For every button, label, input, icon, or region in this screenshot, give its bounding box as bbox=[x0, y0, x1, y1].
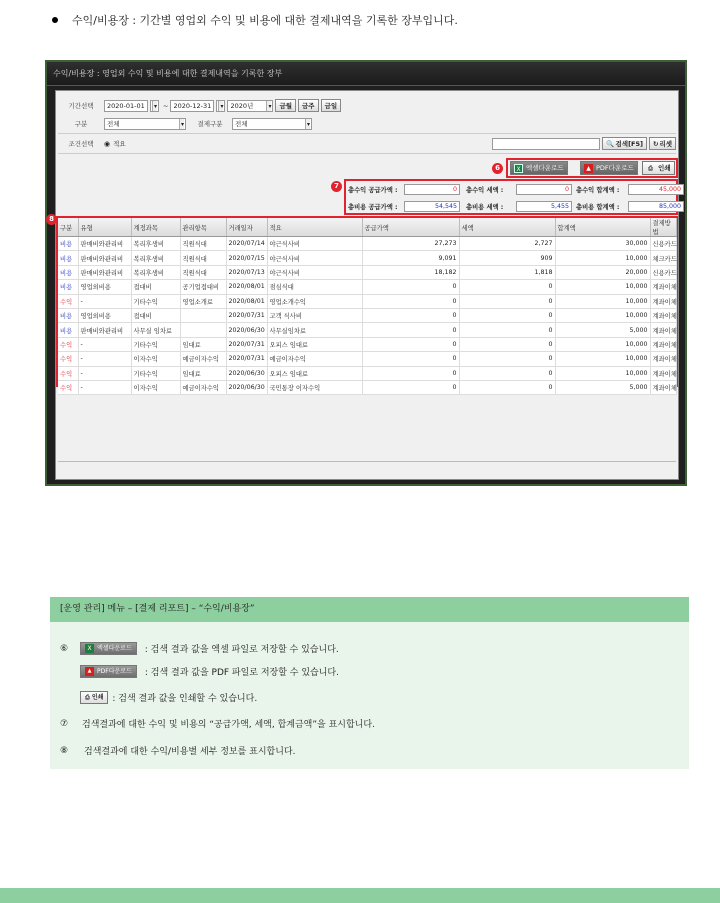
table-cell: 27,273 bbox=[362, 237, 459, 251]
table-cell: 비용 bbox=[58, 280, 78, 294]
condition-row bbox=[58, 135, 678, 152]
table-cell: 2020/08/01 bbox=[226, 280, 267, 294]
rev-supply-label: 총수익 공급가액 : bbox=[348, 186, 398, 194]
search-button[interactable] bbox=[602, 137, 647, 150]
date-separator: ~ bbox=[163, 101, 169, 110]
table-row[interactable] bbox=[58, 337, 676, 351]
end-date-input[interactable]: 2020-12-31 bbox=[170, 100, 214, 112]
table-cell: 0 bbox=[362, 366, 459, 380]
table-cell: 신용카드 bbox=[650, 265, 676, 279]
intro-line bbox=[52, 12, 458, 28]
column-header[interactable]: 구분 bbox=[58, 218, 78, 237]
desc-table bbox=[60, 744, 295, 757]
table-cell: 5,000 bbox=[555, 323, 650, 337]
table-cell: 야근식사비 bbox=[267, 237, 362, 251]
table-cell: 10,000 bbox=[555, 251, 650, 265]
table-cell: 2020/06/30 bbox=[226, 380, 267, 394]
desc-excel-text: : 검색 결과 값을 엑셀 파일로 저장할 수 있습니다. bbox=[144, 645, 339, 655]
table-cell: 2020/07/14 bbox=[226, 237, 267, 251]
table-cell: 0 bbox=[362, 294, 459, 308]
printer-icon: ⎙ bbox=[648, 164, 653, 172]
table-cell: 계좌이체 bbox=[650, 352, 676, 366]
table-footer-line bbox=[58, 461, 676, 462]
table-cell: - bbox=[78, 294, 131, 308]
table-cell: 계좌이체 bbox=[650, 308, 676, 322]
payment-label: 결제구분 bbox=[197, 120, 223, 128]
desc-excel bbox=[60, 642, 339, 655]
table-cell: 직원식대 bbox=[180, 251, 226, 265]
marker-6: 6 bbox=[492, 163, 503, 174]
table-cell: - bbox=[78, 352, 131, 366]
pdf-download-label: PDF다운로드 bbox=[596, 163, 634, 172]
table-cell: 기타수익 bbox=[131, 294, 180, 308]
window-title: 수익/비용장 : 영업외 수익 및 비용에 대한 결제내역을 기록한 장부 bbox=[47, 62, 685, 86]
rev-total-value: 45,000 bbox=[628, 184, 684, 195]
period-row bbox=[58, 97, 343, 114]
condition-label: 조건선택 bbox=[68, 140, 94, 148]
table-cell: 영업외비용 bbox=[78, 308, 131, 322]
table-cell: 수익 bbox=[58, 337, 78, 351]
table-cell: 직원식대 bbox=[180, 265, 226, 279]
today-button[interactable]: 금일 bbox=[321, 99, 342, 112]
table-cell: 0 bbox=[362, 323, 459, 337]
category-row bbox=[58, 115, 314, 132]
table-cell: 기타수익 bbox=[131, 366, 180, 380]
table-cell: 1,818 bbox=[459, 265, 555, 279]
table-cell: - bbox=[78, 366, 131, 380]
table-cell: 임대료 bbox=[180, 337, 226, 351]
table-cell: 임대료 bbox=[180, 366, 226, 380]
footer-band bbox=[0, 888, 720, 903]
payment-select[interactable]: 전체 ▾ bbox=[232, 118, 312, 130]
table-cell: 0 bbox=[459, 308, 555, 322]
table-cell: 비용 bbox=[58, 265, 78, 279]
marker-8: 8 bbox=[46, 214, 57, 225]
table-cell: 직원식대 bbox=[180, 237, 226, 251]
table-row[interactable] bbox=[58, 294, 676, 308]
table-cell: 수익 bbox=[58, 366, 78, 380]
table-cell: 영업외비용 bbox=[78, 280, 131, 294]
table-cell: 2020/07/13 bbox=[226, 265, 267, 279]
period-label: 기간선택 bbox=[68, 102, 94, 110]
table-cell: 30,000 bbox=[555, 237, 650, 251]
table-cell: 복리후생비 bbox=[131, 251, 180, 265]
table-cell: 2020/07/31 bbox=[226, 352, 267, 366]
table-cell: 예금이자수익 bbox=[267, 352, 362, 366]
num-7: ⑦ bbox=[60, 718, 69, 729]
column-header[interactable]: 적요 bbox=[267, 218, 362, 237]
exp-tax-value: 5,455 bbox=[516, 201, 572, 212]
pdf-download-button[interactable] bbox=[580, 161, 638, 175]
excel-download-label: 엑셀다운로드 bbox=[526, 163, 564, 172]
rev-tax-value: 0 bbox=[516, 184, 572, 195]
table-cell: 10,000 bbox=[555, 280, 650, 294]
desc-print-text: : 검색 결과 값을 인쇄할 수 있습니다. bbox=[112, 694, 258, 704]
table-cell: 0 bbox=[459, 352, 555, 366]
search-button-label: 검색[F5] bbox=[615, 139, 643, 148]
table-cell: 10,000 bbox=[555, 337, 650, 351]
table-cell: 판매비와관리비 bbox=[78, 265, 131, 279]
table-cell: 신용카드 bbox=[650, 237, 676, 251]
rev-total-label: 총수익 합계액 : bbox=[576, 186, 620, 194]
table-cell: 예금이자수익 bbox=[180, 380, 226, 394]
table-cell: 공기업접대비 bbox=[180, 280, 226, 294]
column-header[interactable]: 합계액 bbox=[555, 218, 650, 237]
table-cell: 20,000 bbox=[555, 265, 650, 279]
table-cell: 판매비와관리비 bbox=[78, 237, 131, 251]
desc-excel-label: 엑셀다운로드 bbox=[97, 644, 132, 652]
description-box bbox=[50, 597, 689, 769]
desc-print-label: 인쇄 bbox=[91, 693, 104, 701]
table-header-row bbox=[58, 218, 676, 237]
print-label: 인쇄 bbox=[658, 163, 671, 172]
table-cell: 계좌이체 bbox=[650, 380, 676, 394]
table-cell: 예금이자수익 bbox=[180, 352, 226, 366]
divider bbox=[58, 133, 676, 134]
table-cell: 계좌이체 bbox=[650, 323, 676, 337]
table-cell: 판매비와관리비 bbox=[78, 251, 131, 265]
column-header[interactable]: 관리항목 bbox=[180, 218, 226, 237]
start-date-input[interactable]: 2020-01-01 bbox=[104, 100, 148, 112]
rev-tax-label: 총수익 세액 : bbox=[466, 186, 504, 194]
refresh-icon: ↻ bbox=[652, 139, 659, 148]
table-row[interactable] bbox=[58, 366, 676, 380]
table-cell: 0 bbox=[459, 337, 555, 351]
table-cell: 접대비 bbox=[131, 308, 180, 322]
table-cell: 이자수익 bbox=[131, 380, 180, 394]
table-cell: 수익 bbox=[58, 294, 78, 308]
table-cell: 0 bbox=[459, 294, 555, 308]
table-cell: 수익 bbox=[58, 352, 78, 366]
table-cell: 접대비 bbox=[131, 280, 180, 294]
table-cell: 18,182 bbox=[362, 265, 459, 279]
table-cell: 2020/07/15 bbox=[226, 251, 267, 265]
table-cell: 사무실임차료 bbox=[267, 323, 362, 337]
report-panel bbox=[49, 90, 681, 480]
desc-table-text: 검색결과에 대한 수익/비용별 세부 정보를 표시합니다. bbox=[84, 747, 296, 757]
exp-total-value: 85,000 bbox=[628, 201, 684, 212]
table-cell: 판매비와관리비 bbox=[78, 323, 131, 337]
description-header: [운영 관리] 메뉴 – [결제 리포트] – “수익/비용장” bbox=[50, 597, 689, 622]
column-header[interactable]: 계정과목 bbox=[131, 218, 180, 237]
pdf-icon: ▲ bbox=[85, 667, 94, 676]
table-cell: 0 bbox=[362, 337, 459, 351]
table-cell: 고객 식사비 bbox=[267, 308, 362, 322]
search-input[interactable] bbox=[492, 138, 600, 150]
table-cell: 0 bbox=[362, 308, 459, 322]
table-cell: 2020/07/31 bbox=[226, 337, 267, 351]
desc-print-button bbox=[80, 691, 108, 704]
reset-button-label: 리셋 bbox=[659, 139, 672, 148]
table-cell: 10,000 bbox=[555, 352, 650, 366]
num-8: ⑧ bbox=[60, 745, 69, 756]
start-date-picker[interactable] bbox=[150, 100, 159, 112]
intro-text: 수익/비용장 : 기간별 영업외 수익 및 비용에 대한 결제내역을 기록한 장부입니다. bbox=[72, 14, 458, 27]
excel-icon: X bbox=[85, 644, 94, 653]
exp-total-label: 총비용 합계액 : bbox=[576, 203, 620, 211]
divider bbox=[58, 153, 676, 154]
table-cell: 5,000 bbox=[555, 380, 650, 394]
table-cell: 2020/08/01 bbox=[226, 294, 267, 308]
exp-tax-label: 총비용 세액 : bbox=[466, 203, 504, 211]
column-header[interactable]: 결제방법 bbox=[650, 218, 676, 237]
desc-pdf-text: : 검색 결과 값을 PDF 파일로 저장할 수 있습니다. bbox=[144, 668, 339, 678]
table-cell: 10,000 bbox=[555, 294, 650, 308]
condition-radio-label: 적요 bbox=[113, 140, 126, 148]
desc-summary bbox=[60, 717, 375, 730]
table-cell: 2020/06/30 bbox=[226, 323, 267, 337]
table-cell: 사무실 임차료 bbox=[131, 323, 180, 337]
table-cell: 계좌이체 bbox=[650, 280, 676, 294]
category-select[interactable]: 전체 ▾ bbox=[104, 118, 186, 130]
table-cell: 0 bbox=[459, 380, 555, 394]
table-cell: - bbox=[78, 380, 131, 394]
table-cell: 0 bbox=[459, 366, 555, 380]
table-cell: 영업소개수익 bbox=[267, 294, 362, 308]
num-6: ⑥ bbox=[60, 643, 69, 654]
desc-print bbox=[80, 691, 257, 704]
marker-7: 7 bbox=[331, 181, 342, 192]
table-cell: 복리후생비 bbox=[131, 237, 180, 251]
table-row[interactable] bbox=[58, 237, 676, 251]
detail-table bbox=[58, 218, 677, 395]
excel-icon: X bbox=[514, 164, 523, 173]
column-header[interactable]: 거래일자 bbox=[226, 218, 267, 237]
reset-button[interactable] bbox=[649, 137, 676, 150]
table-cell: 이자수익 bbox=[131, 352, 180, 366]
radio-icon[interactable]: ◉ bbox=[104, 139, 111, 148]
table-cell: 점심식대 bbox=[267, 280, 362, 294]
table-cell: 0 bbox=[362, 352, 459, 366]
bullet-icon bbox=[52, 17, 58, 23]
table-cell: 비용 bbox=[58, 251, 78, 265]
desc-summary-text: 검색결과에 대한 수익 및 비용의 “공급가액, 세액, 합계금액”을 표시합니다. bbox=[82, 720, 375, 730]
table-row[interactable] bbox=[58, 352, 676, 366]
table-cell: 0 bbox=[459, 323, 555, 337]
excel-download-button[interactable] bbox=[510, 161, 568, 175]
category-label: 구분 bbox=[74, 120, 88, 128]
table-cell: 2020/07/31 bbox=[226, 308, 267, 322]
rev-supply-value: 0 bbox=[404, 184, 460, 195]
table-row[interactable] bbox=[58, 323, 676, 337]
expense-summary bbox=[348, 199, 684, 213]
pdf-icon: ▲ bbox=[584, 164, 593, 173]
table-cell: 비용 bbox=[58, 308, 78, 322]
table-cell: 오피스 임대료 bbox=[267, 337, 362, 351]
desc-pdf-button bbox=[80, 665, 137, 678]
table-cell bbox=[180, 308, 226, 322]
table-cell: 계좌이체 bbox=[650, 366, 676, 380]
table-cell: 10,000 bbox=[555, 308, 650, 322]
desc-excel-button bbox=[80, 642, 137, 655]
revenue-summary bbox=[348, 182, 684, 196]
table-cell: 비용 bbox=[58, 237, 78, 251]
column-header[interactable]: 세액 bbox=[459, 218, 555, 237]
table-cell: 체크카드 bbox=[650, 251, 676, 265]
table-cell: 수익 bbox=[58, 380, 78, 394]
table-cell: 오피스 임대료 bbox=[267, 366, 362, 380]
table-cell: 계좌이체 bbox=[650, 337, 676, 351]
search-icon: 🔍 bbox=[606, 139, 615, 148]
table-row[interactable] bbox=[58, 265, 676, 279]
column-header[interactable]: 공급가액 bbox=[362, 218, 459, 237]
table-cell: 비용 bbox=[58, 323, 78, 337]
app-screenshot bbox=[45, 60, 687, 486]
this-week-button[interactable]: 금주 bbox=[298, 99, 319, 112]
table-cell: - bbox=[78, 337, 131, 351]
print-button[interactable] bbox=[642, 161, 675, 175]
table-cell: 계좌이체 bbox=[650, 294, 676, 308]
table-cell: 기타수익 bbox=[131, 337, 180, 351]
table-cell: 야근식사비 bbox=[267, 265, 362, 279]
table-cell: 국민통장 이자수익 bbox=[267, 380, 362, 394]
table-cell bbox=[180, 323, 226, 337]
table-cell: 909 bbox=[459, 251, 555, 265]
year-select[interactable]: 2020년 ▾ bbox=[227, 100, 273, 112]
table-row[interactable] bbox=[58, 280, 676, 294]
table-cell: 0 bbox=[362, 380, 459, 394]
table-cell: 0 bbox=[459, 280, 555, 294]
exp-supply-value: 54,545 bbox=[404, 201, 460, 212]
table-cell: 0 bbox=[362, 280, 459, 294]
desc-pdf-label: PDF다운로드 bbox=[97, 667, 132, 675]
table-cell: 야근식사비 bbox=[267, 251, 362, 265]
table-row[interactable] bbox=[58, 251, 676, 265]
table-cell: 9,091 bbox=[362, 251, 459, 265]
exp-supply-label: 총비용 공급가액 : bbox=[348, 203, 398, 211]
table-row[interactable] bbox=[58, 308, 676, 322]
printer-icon: ⎙ bbox=[85, 693, 90, 701]
table-cell: 2,727 bbox=[459, 237, 555, 251]
table-cell: 복리후생비 bbox=[131, 265, 180, 279]
table-row[interactable] bbox=[58, 380, 676, 394]
this-month-button[interactable]: 금월 bbox=[275, 99, 296, 112]
table-cell: 영업소개료 bbox=[180, 294, 226, 308]
detail-table-wrap bbox=[58, 218, 677, 393]
desc-pdf bbox=[80, 665, 339, 678]
table-cell: 2020/06/30 bbox=[226, 366, 267, 380]
column-header[interactable]: 유형 bbox=[78, 218, 131, 237]
end-date-picker[interactable] bbox=[216, 100, 225, 112]
table-cell: 10,000 bbox=[555, 366, 650, 380]
